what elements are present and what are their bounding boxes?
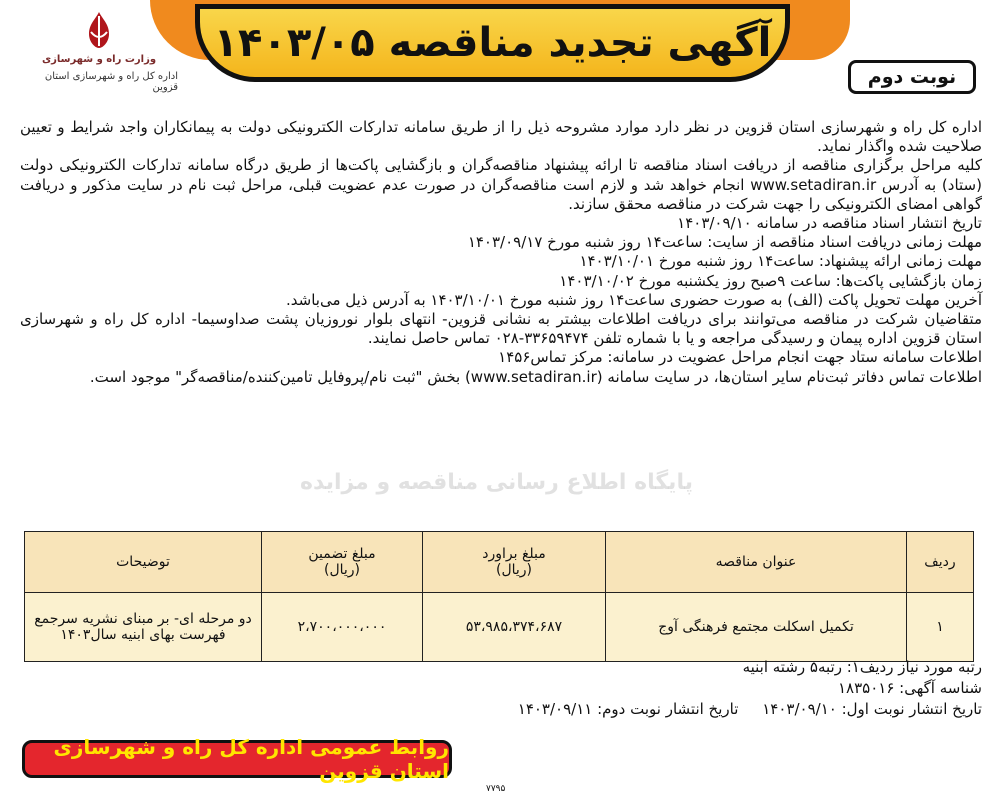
opening-time: زمان بازگشایی پاکت‌ها: ساعت ۹صبح روز یکشنبه مورخ ۱۴۰۳/۱۰/۰۲ (559, 271, 982, 290)
envelope-deadline: آخرین مهلت تحویل پاکت (الف) به صورت حضوری ساعت۱۴ روز شنبه مورخ ۱۴۰۳/۱۰/۰۱ به آدرس ذیل می‌باشد. (285, 290, 982, 309)
round-label (848, 60, 976, 94)
title-banner (195, 4, 790, 82)
table-row (25, 593, 974, 662)
col-notes: توضیحات (25, 532, 262, 593)
col-guarantee (262, 532, 423, 593)
table-header-row (25, 532, 974, 593)
col-estimate-label: مبلغ براورد (482, 546, 546, 562)
body-text (20, 118, 982, 387)
public-relations-banner (22, 735, 452, 783)
col-title: عنوان مناقصه (606, 532, 907, 593)
proposal-deadline: مهلت زمانی ارائه پیشنهاد: ساعت۱۴ روز شنبه مورخ ۱۴۰۳/۱۰/۰۱ (579, 252, 982, 271)
page-title: آگهی تجدید مناقصه ۱۴۰۳/۰۵ (213, 20, 772, 66)
cell-notes (25, 593, 262, 662)
required-rank: رتبه مورد نیاز ردیف۱: رتبه۵ رشته ابنیه (742, 658, 982, 676)
paragraph-procedure: کلیه مراحل برگزاری مناقصه از دریافت اسناد مناقصه تا ارائه پیشنهاد مناقصه‌گران و بازگشایی پاکت‌ها از طریق درگاه سامانه تدارکات الکترونیکی دولت (ستاد) به آدرس www.setadiran.ir انجام خواهد شد و لازم است مناقصه‌گران در صورت عدم عضویت قبلی، مراحل ثبت نام در سایت مذکور و دریافت گواهی امضای الکترونیکی را جهت شرکت در مناقصه محقق سازند. (20, 156, 982, 213)
page-number: ۷۷۹۵ (486, 784, 506, 794)
setad-contact: اطلاعات سامانه ستاد جهت انجام مراحل عضویت در سامانه: مرکز تماس۱۴۵۶ (498, 348, 982, 367)
round-label-text: نوبت دوم (867, 66, 957, 88)
cell-guarantee: ۲،۷۰۰،۰۰۰،۰۰۰ (262, 593, 423, 662)
col-estimate (423, 532, 606, 593)
contact-info: متقاضیان شرکت در مناقصه می‌توانند برای دریافت اطلاعات بیشتر به نشانی قزوین- انتهای بلوار نوروزیان پشت صداوسیما- اداره کل راه و شهرسازی استان قزوین اداره پیمان و رسیدگی مراجعه و یا با شماره تلفن ۳۳۶۵۹۴۷۴-۰۲۸ تماس حاصل نمایند. (20, 310, 982, 348)
col-row: ردیف (907, 532, 974, 593)
ministry-logo (20, 8, 178, 114)
publish-dates: تاریخ انتشار نوبت اول: ۱۴۰۳/۰۹/۱۰ تاریخ انتشار نوبت دوم: ۱۴۰۳/۰۹/۱۱ (517, 700, 982, 718)
notes-line-1: دو مرحله ای- بر مبنای نشریه سرجمع (34, 611, 252, 627)
logo-ministry-name: وزارت راه و شهرسازی (41, 54, 157, 65)
publish-date: تاریخ انتشار اسناد مناقصه در سامانه ۱۴۰۳/۰۹/۱۰ (677, 214, 982, 233)
registration-info: اطلاعات تماس دفاتر ثبت‌نام سایر استان‌ها، در سایت سامانه (www.setadiran.ir) بخش "ثبت نام/پروفایل تامین‌کننده/مناقصه‌گر" موجود است. (89, 367, 982, 386)
tender-table (24, 531, 974, 662)
watermark: پایگاه اطلاع رسانی مناقصه و مزایده (300, 470, 693, 495)
document-deadline: مهلت زمانی دریافت اسناد مناقصه از سایت: ساعت۱۴ روز شنبه مورخ ۱۴۰۳/۰۹/۱۷ (467, 233, 982, 252)
iran-emblem-icon (77, 8, 121, 52)
ad-id: شناسه آگهی: ۱۸۳۵۰۱۶ (838, 679, 982, 697)
col-estimate-unit: (ریال) (495, 562, 533, 578)
col-guarantee-label: مبلغ تضمین (308, 546, 376, 562)
notes-line-2: فهرست بهای ابنیه سال۱۴۰۳ (60, 627, 226, 643)
cell-title: تکمیل اسکلت مجتمع فرهنگی آوج (606, 593, 907, 662)
col-guarantee-unit: (ریال) (323, 562, 361, 578)
paragraph-intro: اداره کل راه و شهرسازی استان قزوین در نظر دارد موارد مشروحه ذیل را از طریق سامانه تدارکات الکترونیکی دولت به پیمانکاران واجد شرایط و تعیین صلاحیت شده واگذار نماید. (20, 118, 982, 156)
cell-row: ۱ (907, 593, 974, 662)
logo-office-name: اداره کل راه و شهرسازی استان قزوین (44, 71, 178, 93)
cell-estimate: ۵۳،۹۸۵،۳۷۴،۶۸۷ (423, 593, 606, 662)
public-relations-text: روابط عمومی اداره کل راه و شهرسازی استان قزوین (53, 735, 449, 783)
footer-info (20, 657, 982, 720)
